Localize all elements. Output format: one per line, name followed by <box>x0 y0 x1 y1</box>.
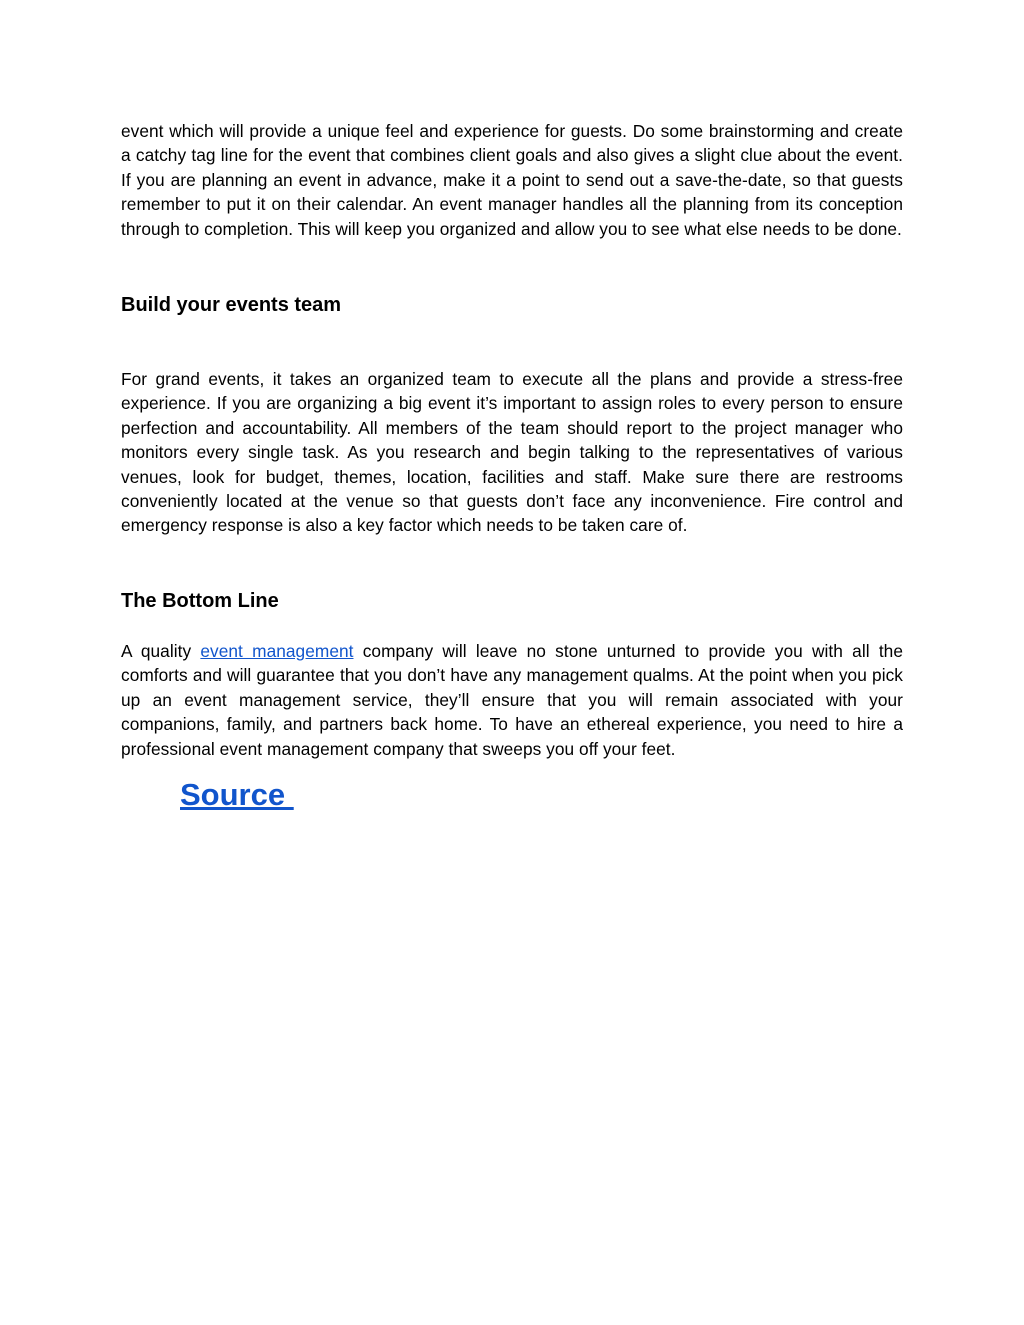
team-paragraph: For grand events, it takes an organized team to execute all the plans and provide a stress-free experience. If you are organizing a big event it’s important to assign roles to every person to ensure perfection and accountability. All members of the team should report to the project manager who monitors every single task. As you research and begin talking to the representatives of various venues, look for budget, themes, location, facilities and staff. Make sure there are restrooms conveniently located at the venue so that guests don’t face any inconvenience. Fire control and emergency response is also a key factor which needs to be taken care of. <box>121 369 903 536</box>
intro-paragraph: event which will provide a unique feel and experience for guests. Do some brainstorming and create a catchy tag line for the event that combines client goals and also gives a slight clue about the event. If you are planning an event in advance, make it a point to send out a save-the-date, so that guests remember to put it on their calendar. An event manager handles all the planning from its conception through to completion. This will keep you organized and allow you to see what else needs to be done. <box>121 121 903 239</box>
source-link[interactable]: Source <box>180 776 294 812</box>
section-heading-bottom-line: The Bottom Line <box>121 589 279 612</box>
source-container <box>121 777 903 813</box>
paragraph-text-before-link: A quality <box>121 640 201 661</box>
event-management-link[interactable]: event management <box>200 640 354 661</box>
section-heading-build-team: Build your events team <box>121 294 342 317</box>
paragraph-text-after-link: company will leave no stone unturned to provide you with all the comforts and will guarantee that you don’t have any management qualms. At the point when you pick up an event management service, they’ll ensure that you will remain associated with your companions, family, and partners back home. To have an ethereal experience, you need to hire a professional event management company that sweeps you off your feet. <box>121 640 903 759</box>
bottom-line-paragraph <box>121 639 903 761</box>
document-page <box>121 119 903 813</box>
